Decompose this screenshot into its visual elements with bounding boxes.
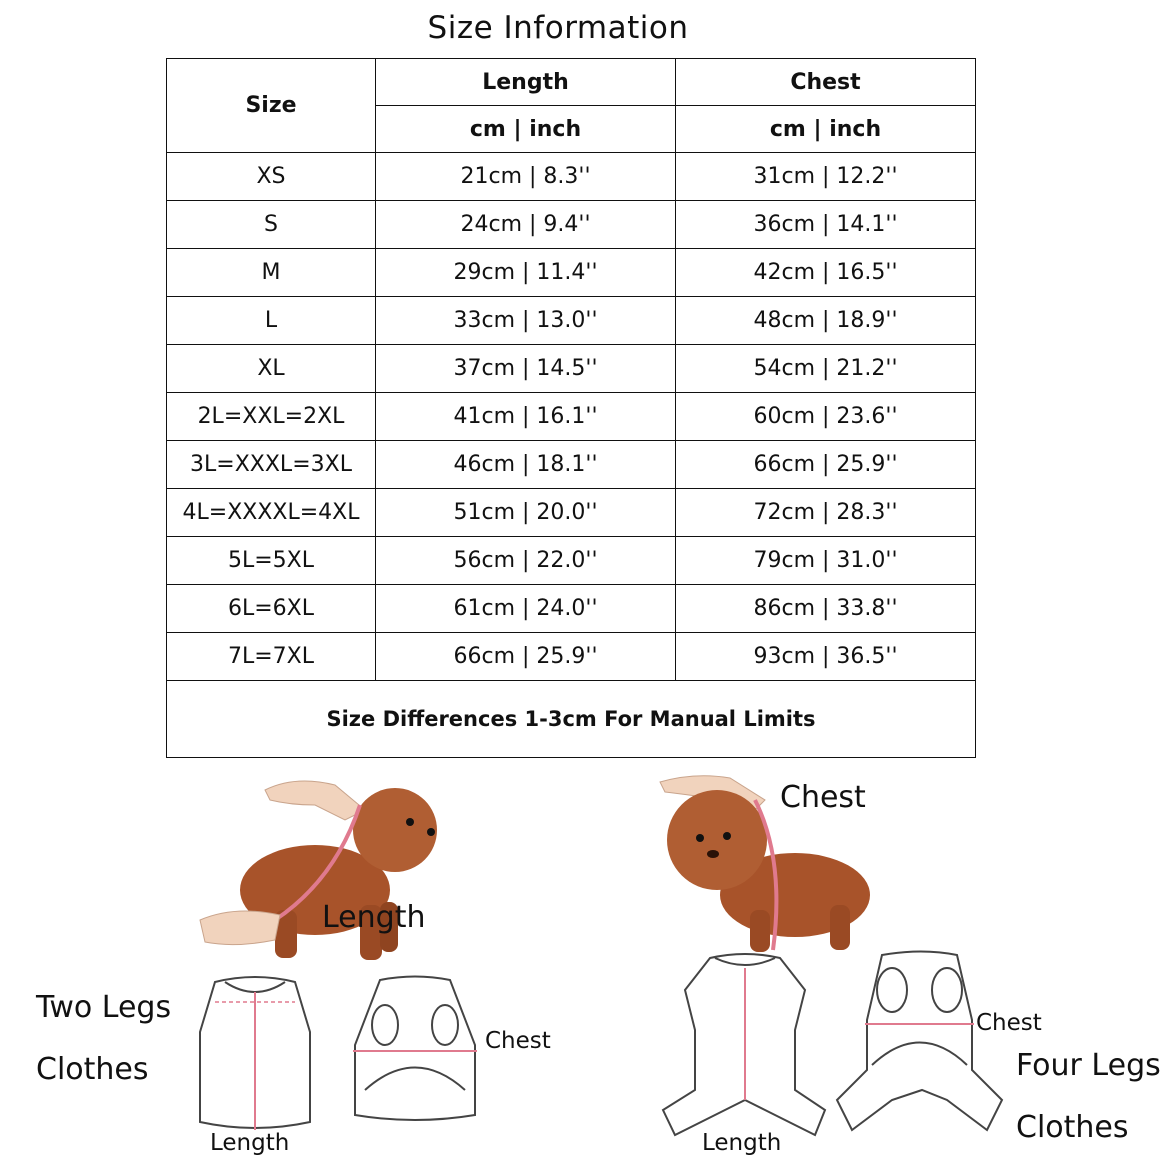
- size-cell: 4L=XXXXL=4XL: [167, 489, 376, 537]
- length-header: Length: [376, 59, 676, 106]
- dog-length-photo: [195, 770, 455, 970]
- length-cell: 41cm | 16.1'': [376, 393, 676, 441]
- chest-cell: 60cm | 23.6'': [676, 393, 976, 441]
- length-cell: 21cm | 8.3'': [376, 153, 676, 201]
- size-cell: 6L=6XL: [167, 585, 376, 633]
- length-cell: 37cm | 14.5'': [376, 345, 676, 393]
- chest-cell: 79cm | 31.0'': [676, 537, 976, 585]
- table-row: [167, 633, 976, 681]
- four-legs-title-line2: Clothes: [1016, 1110, 1129, 1145]
- size-cell: 3L=XXXL=3XL: [167, 441, 376, 489]
- four-legs-chest-label: Chest: [976, 1010, 1042, 1036]
- chest-cell: 86cm | 33.8'': [676, 585, 976, 633]
- table-row: [167, 393, 976, 441]
- length-cell: 51cm | 20.0'': [376, 489, 676, 537]
- chest-label: Chest: [780, 780, 866, 815]
- two-legs-length-label: Length: [210, 1130, 290, 1156]
- chest-cell: 42cm | 16.5'': [676, 249, 976, 297]
- table-row: [167, 249, 976, 297]
- chest-cell: 36cm | 14.1'': [676, 201, 976, 249]
- size-cell: 5L=5XL: [167, 537, 376, 585]
- header-row: [167, 59, 976, 106]
- table-row: [167, 489, 976, 537]
- table-row: [167, 345, 976, 393]
- chest-cell: 93cm | 36.5'': [676, 633, 976, 681]
- size-note: Size Differences 1-3cm For Manual Limits: [167, 681, 976, 758]
- page-title: Size Information: [427, 10, 689, 46]
- size-table: [166, 58, 976, 758]
- chest-cell: 48cm | 18.9'': [676, 297, 976, 345]
- chest-cell: 54cm | 21.2'': [676, 345, 976, 393]
- length-cell: 46cm | 18.1'': [376, 441, 676, 489]
- note-row: [167, 681, 976, 758]
- four-legs-title-line1: Four Legs: [1016, 1048, 1161, 1083]
- four-legs-suit-front: [655, 950, 835, 1142]
- table-row: [167, 297, 976, 345]
- length-unit-header: cm | inch: [376, 106, 676, 153]
- length-cell: 61cm | 24.0'': [376, 585, 676, 633]
- chest-cell: 72cm | 28.3'': [676, 489, 976, 537]
- two-legs-shirt-back: [345, 975, 485, 1125]
- table-row: [167, 153, 976, 201]
- length-cell: 56cm | 22.0'': [376, 537, 676, 585]
- size-cell: XL: [167, 345, 376, 393]
- two-legs-shirt-front: [185, 972, 325, 1142]
- size-cell: L: [167, 297, 376, 345]
- size-header: Size: [167, 59, 376, 153]
- length-label: Length: [322, 900, 426, 935]
- size-cell: M: [167, 249, 376, 297]
- size-cell: S: [167, 201, 376, 249]
- size-cell: 7L=7XL: [167, 633, 376, 681]
- chest-header: Chest: [676, 59, 976, 106]
- chest-cell: 31cm | 12.2'': [676, 153, 976, 201]
- four-legs-length-label: Length: [702, 1130, 782, 1156]
- two-legs-chest-label: Chest: [485, 1028, 551, 1054]
- two-legs-title-line2: Clothes: [36, 1052, 149, 1087]
- table-row: [167, 537, 976, 585]
- chest-unit-header: cm | inch: [676, 106, 976, 153]
- two-legs-title-line1: Two Legs: [36, 990, 172, 1025]
- size-cell: 2L=XXL=2XL: [167, 393, 376, 441]
- length-cell: 66cm | 25.9'': [376, 633, 676, 681]
- size-cell: XS: [167, 153, 376, 201]
- four-legs-suit-back: [832, 950, 1007, 1142]
- length-cell: 29cm | 11.4'': [376, 249, 676, 297]
- length-cell: 33cm | 13.0'': [376, 297, 676, 345]
- table-row: [167, 585, 976, 633]
- length-cell: 24cm | 9.4'': [376, 201, 676, 249]
- table-row: [167, 441, 976, 489]
- table-row: [167, 201, 976, 249]
- chest-cell: 66cm | 25.9'': [676, 441, 976, 489]
